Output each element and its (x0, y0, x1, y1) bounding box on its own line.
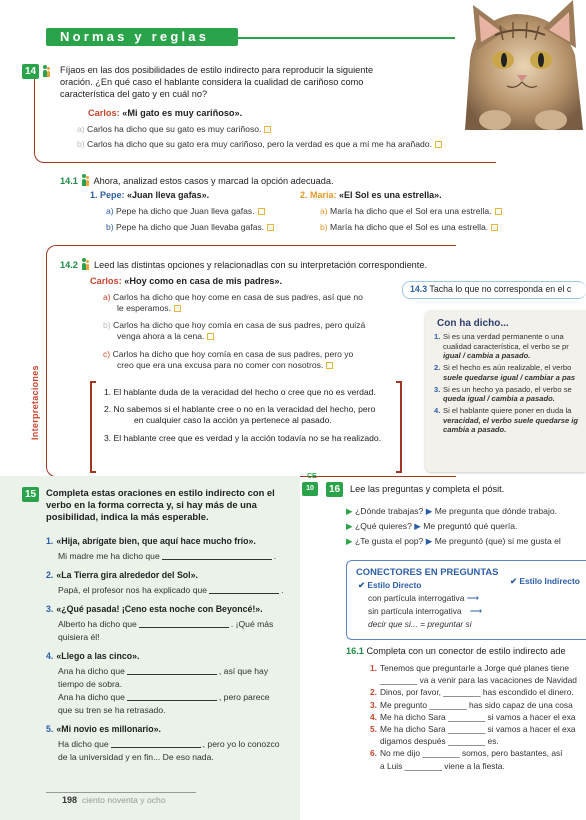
ex16-1-line: 3. Me pregunto ________ has sido capaz de una cosa (370, 699, 573, 710)
ex15-answer-line: Alberto ha dicho que . ¡Qué más (58, 619, 274, 629)
speaker-label: Carlos: (88, 108, 120, 118)
quote-text: «Mi gato es muy cariñoso». (122, 108, 243, 118)
page-number: 198 (62, 795, 78, 805)
rule-number: 1. (434, 332, 441, 341)
ex16-question-row: ▶ ¿Te gusta el pop? ▶ Me preguntó (que) si me gusta el (346, 536, 561, 547)
ex16-ce-badge: 10 (302, 482, 318, 496)
play-bullet-icon: ▶ (411, 521, 424, 532)
connectors-title: CONECTORES EN PREGUNTAS (356, 566, 499, 577)
ex14-2-option-c[interactable]: c) Carlos ha dicho que hoy comía en casa de sus padres, pero yo creo que era una excusa para no comer con nosotros. (103, 349, 354, 371)
bracket-right (396, 381, 402, 473)
rule-line: 3. Si es un hecho ya pasado, el verbo se (434, 384, 572, 394)
ex15-answer-line: tiempo de sobra. (58, 679, 123, 689)
rule-item (434, 332, 586, 361)
ex16-1-item-number: 5. (370, 723, 377, 734)
ex14-1-case2: 2. María: «El Sol es una estrella». (300, 190, 442, 200)
pair-work-icon (82, 174, 89, 186)
play-bullet-icon: ▶ (346, 506, 355, 516)
checkbox[interactable] (435, 141, 442, 148)
header-line (238, 37, 468, 39)
rule-line: cambia a pasado. (443, 425, 507, 435)
ex15-item-quote: 5. «Mi novio es millonario». (46, 724, 161, 734)
ex16-1-items (370, 662, 586, 772)
rule-line: suele quedarse igual / cambiar a pas (443, 372, 576, 382)
ex15-answer-line: Ana ha dicho que , pero parece (58, 692, 270, 702)
ex14-quote (88, 108, 242, 120)
ex15-item-quote: 3. «¿Qué pasada! ¡Ceno esta noche con Beyoncé!». (46, 604, 263, 614)
ex14-2-header: 14.2 Leed las distintas opciones y relacionadlas con su interpretación correspondiente. (60, 258, 431, 272)
checkbox[interactable] (326, 362, 333, 369)
page-number-words: ciento noventa y ocho (82, 795, 166, 805)
interpretations-side-label: Interpretaciones (30, 365, 40, 440)
ex16-1-item-number: 6. (370, 748, 377, 759)
rule-line: igual / cambia a pasado. (443, 351, 531, 361)
checkbox[interactable] (267, 224, 274, 231)
ex15-item-number: 5. (46, 724, 54, 734)
checkbox[interactable] (258, 208, 265, 215)
ex16-prompt: Lee las preguntas y completa el pósit. (350, 484, 505, 494)
ex14-1-case1-a[interactable]: a) Pepe ha dicho que Juan lleva gafas. (106, 206, 265, 217)
answer-blank[interactable] (162, 559, 272, 560)
connector-row-1: con partícula interrogativa ⟶ (368, 593, 479, 603)
rule-item (434, 385, 586, 404)
pair-work-icon (82, 258, 89, 270)
ex15-answer-line: Mi madre me ha dicho que . (58, 551, 277, 561)
answer-blank[interactable] (139, 627, 229, 628)
play-bullet-icon: ▶ (423, 536, 435, 547)
ex16-1-item-number: 3. (370, 699, 377, 710)
ex14-prompt: Fíjaos en las dos posibilidades de estilo indirecto para reproducir la siguiente oración. ¿En qué caso el hablante considera la cualidad de cariñoso como característica del gato y en cuál no? (60, 65, 374, 99)
checkbox[interactable] (174, 305, 181, 312)
ex14-1-case2-a[interactable]: a) María ha dicho que el Sol era una estrella. (320, 206, 502, 217)
ex16-1-line: 2. Dinos, por favor, ________ has escondido el dinero. (370, 687, 574, 698)
ex14-1-case2-b[interactable]: b) María ha dicho que el Sol es una estrella. (320, 222, 498, 233)
page-title: Normas y reglas (60, 29, 210, 44)
play-bullet-icon: ▶ (423, 506, 435, 516)
ex14-1-header: 14.1 Ahora, analizad estos casos y marcad la opción adecuada. (60, 176, 334, 186)
ex16-1-item-number: 4. (370, 711, 377, 722)
ex16-1-line: digamos después ________ es. (380, 736, 499, 747)
ex15-answer-line: que su tren se ha retrasado. (58, 705, 166, 715)
checkbox[interactable] (491, 224, 498, 231)
indirect-style-label: ✔ Estilo Indirecto (510, 576, 580, 586)
rule-number: 3. (434, 384, 441, 394)
ex15-item-quote: 1. «Hija, abrígate bien, que aquí hace mucho frío». (46, 536, 256, 546)
ex15-item-number: 4. (46, 651, 54, 661)
ex14-1-case1-b[interactable]: b) Pepe ha dicho que Juan llevaba gafas. (106, 222, 274, 233)
rule-line: veracidad, el verbo suele quedarse ig (443, 415, 579, 425)
ex16-1-line: ________ va a venir para las vacaciones de Navidad (380, 675, 577, 686)
ex14-number: 14 (22, 64, 39, 79)
ex16-1-line: 5. Me ha dicho Sara ________ si vamos a hacer el exa (370, 723, 576, 734)
interpretation-1: 1. El hablante duda de la veracidad del hecho o cree que no es verdad. (104, 387, 376, 397)
ex16-question-row: ▶ ¿Qué quieres? ▶ Me preguntó qué quería. (346, 521, 518, 532)
ex14-1-case1: 1. Pepe: «Juan lleva gafas». (90, 190, 210, 200)
ex15-item-quote: 4. «Llego a las cinco». (46, 651, 140, 661)
checkbox[interactable] (207, 333, 214, 340)
ex15-answer-line: quisiera él! (58, 632, 100, 642)
direct-style-label: ✔ Estilo Directo (358, 580, 422, 590)
answer-blank[interactable] (127, 674, 217, 675)
interpretation-3: 3. El hablante cree que es verdad y la acción todavía no se ha realizado. (104, 433, 382, 443)
ex15-item-number: 1. (46, 536, 54, 546)
pair-work-icon (41, 65, 52, 78)
ex15-answer-line: de la universidad y en fin... De eso nada. (58, 752, 214, 762)
ex15-answer-line: Ana ha dicho que , así que hay (58, 666, 269, 676)
rule-number: 4. (434, 406, 441, 416)
ex15-number: 15 (22, 487, 39, 502)
play-bullet-icon: ▶ (346, 536, 355, 547)
ex14-option-b[interactable]: b) Carlos ha dicho que su gato era muy cariñoso, pero la verdad es que a mí me ha arañado. (77, 139, 442, 150)
rules-list (434, 332, 586, 437)
rule-line: 1. Si es una verdad permanente o una (434, 332, 564, 341)
checkbox[interactable] (264, 126, 271, 133)
connector-row-3: decir que si... = preguntar si (368, 619, 472, 629)
play-bullet-icon: ▶ (346, 521, 355, 532)
ex14-option-a[interactable]: a) Carlos ha dicho que su gato es muy cariñoso. (77, 124, 271, 135)
ex16-number: 16 (326, 482, 343, 497)
ex16-question-row: ▶ ¿Dónde trabajas? ▶ Me pregunta que dónde trabajo. (346, 506, 558, 516)
rule-line: queda igual / cambia a pasado. (443, 394, 555, 404)
connector-row-2: sin partícula interrogativa ⟶ (368, 606, 482, 616)
ex14-3-prompt: 14.3 Tacha lo que no corresponda en el c (410, 284, 572, 294)
ex14-2-quote: Carlos: «Hoy como en casa de mis padres». (90, 276, 283, 286)
ex15-panel (0, 476, 300, 820)
ex15-answer-line: Papá, el profesor nos ha explicado que . (58, 585, 284, 595)
rules-box-title: Con ha dicho... (437, 318, 509, 329)
rule-item (434, 406, 586, 435)
answer-blank[interactable] (209, 593, 279, 594)
ex14-2-option-a[interactable]: a) Carlos ha dicho que hoy come en casa de sus padres, así que no le esperamos. (103, 292, 363, 314)
ex16-1-line: 6. No me dijo ________ somos, pero bastantes, así (370, 748, 563, 759)
ex16-questions (346, 506, 586, 552)
ex16-1-item-number: 1. (370, 663, 377, 673)
ex16-1-header: 16.1 Completa con un conector de estilo indirecto ade (346, 646, 566, 656)
ex15-answer-line: Ha dicho que , pero yo lo conozco (58, 739, 280, 749)
arrow-icon: ⟶ (466, 593, 479, 603)
ex16-1-line: 1. Tenemos que preguntarle a Jorge qué planes tiene (370, 663, 570, 673)
footer-line (46, 792, 196, 793)
rule-line: cualidad característica, el verbo se pr (443, 341, 569, 351)
ex16-1-item-number: 2. (370, 687, 377, 698)
rule-item (434, 363, 586, 382)
ex14-2-option-b[interactable]: b) Carlos ha dicho que hoy comía en casa de sus padres, pero quizá venga ahora a la cena. (103, 320, 366, 342)
ex16-1-line: 4. Me ha dicho Sara ________ si vamos a hacer el exa (370, 711, 576, 722)
ex15-item-number: 3. (46, 604, 54, 614)
answer-blank[interactable] (111, 747, 201, 748)
ex16-1-line: a Luis ________ viene a la fiesta. (380, 760, 505, 771)
ex16-ce-label: CE (307, 473, 317, 480)
arrow-icon: ⟶ (469, 606, 482, 616)
answer-blank[interactable] (127, 700, 217, 701)
ex15-item-number: 2. (46, 570, 54, 580)
rule-line: 4. Si el hablante quiere poner en duda la (434, 406, 572, 416)
rule-line: 2. Si el hecho es aún realizable, el verbo (434, 363, 572, 373)
rule-number: 2. (434, 363, 441, 373)
ex15-item-quote: 2. «La Tierra gira alrededor del Sol». (46, 570, 198, 580)
interpretation-2: 2. No sabemos si el hablante cree o no en la veracidad del hecho, pero en cualquier caso la acción ya pertenece al pasado. (104, 404, 376, 426)
ex15-prompt: Completa estas oraciones en estilo indirecto con el verbo en la forma correcta y, si hay más de una posibilidad, indica la más esperable. (46, 487, 275, 522)
bracket-left (90, 381, 96, 473)
checkbox[interactable] (495, 208, 502, 215)
